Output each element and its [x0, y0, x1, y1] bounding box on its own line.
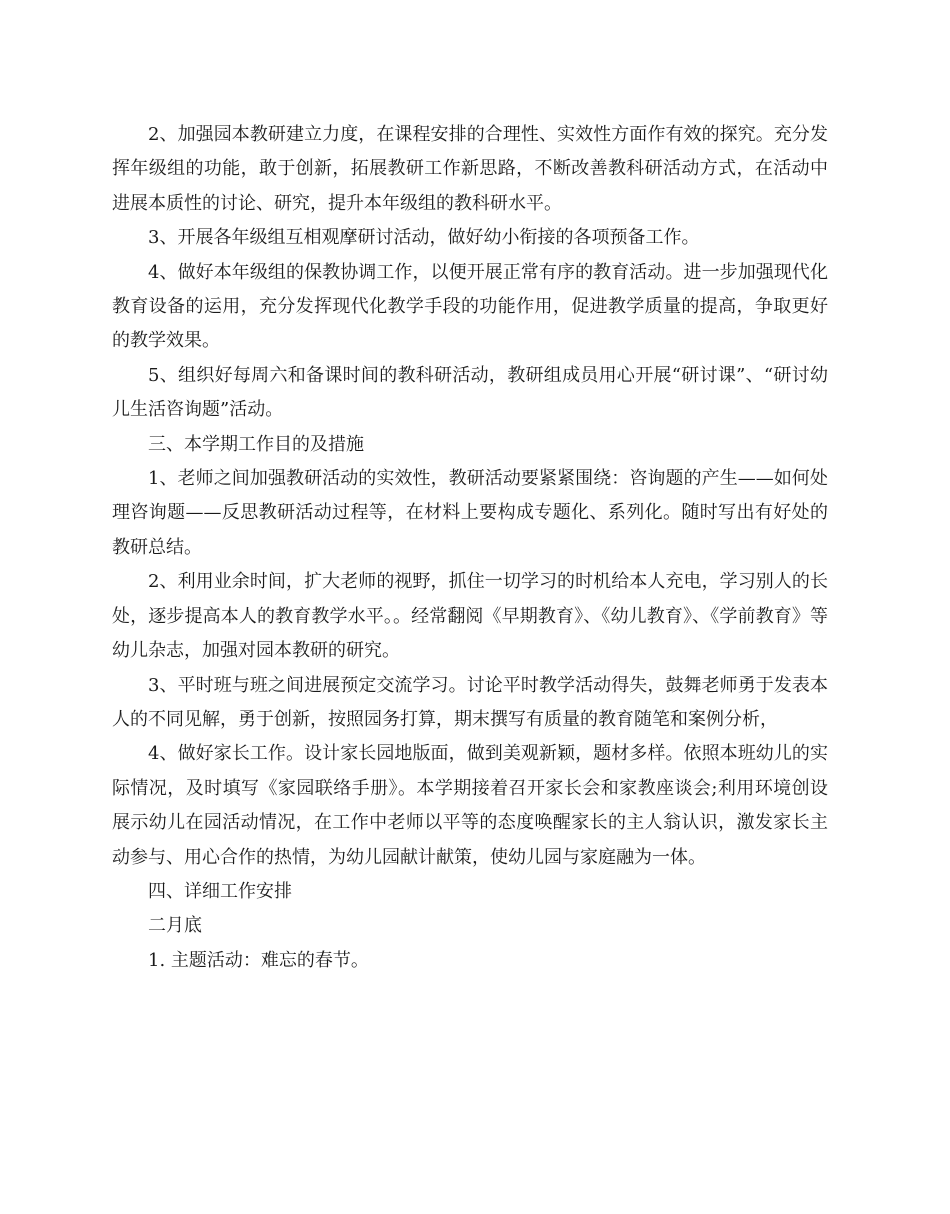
paragraph-grade-observation: 3、开展各年级组互相观摩研讨活动，做好幼小衔接的各项预备工作。	[148, 227, 700, 249]
paragraph-goal-4: 4、做好家长工作。设计家长园地版面，做到美观新颖，题材多样。依照本班幼儿的实际情况，及时填写《家园联络手册》。本学期接着召开家长会和家教座谈会;利用环境创设展示幼儿在园活动情况，在工作中老师以平等的态度唤醒家长的主人翁认识，激发家长主动参与、用心合作的热情，为幼儿园献计献策，使幼儿园与家庭融为一体。	[112, 743, 828, 868]
paragraph-goal-3: 3、平时班与班之间进展预定交流学习。讨论平时教学活动得失，鼓舞老师勇于发表本人的不同见解，勇于创新，按照园务打算，期末撰写有质量的教育随笔和案例分析，	[112, 674, 828, 730]
paragraph-teaching-research: 2、加强园本教研建立力度，在课程安排的合理性、实效性方面作有效的探究。充分发挥年级组的功能，敢于创新，拓展教研工作新思路，不断改善教科研活动方式，在活动中进展本质性的讨论、研究，提升本年级组的教科研水平。	[112, 124, 828, 214]
paragraph-saturday-research: 5、组织好每周六和备课时间的教科研活动，教研组成员用心开展“研讨课”、“研讨幼儿生活咨询题”活动。	[112, 364, 828, 421]
document-body	[112, 118, 828, 978]
section-heading-goals: 三、本学期工作目的及措施	[148, 433, 364, 455]
schedule-item-1: 1. 主题活动：难忘的春节。	[148, 949, 369, 971]
section-heading-schedule: 四、详细工作安排	[148, 880, 292, 902]
schedule-month-label: 二月底	[148, 915, 202, 937]
paragraph-care-coordination: 4、做好本年级组的保教协调工作，以便开展正常有序的教育活动。进一步加强现代化教育设备的运用，充分发挥现代化教学手段的功能作用，促进教学质量的提高，争取更好的教学效果。	[112, 261, 828, 352]
paragraph-goal-1: 1、老师之间加强教研活动的实效性，教研活动要紧紧围绕：咨询题的产生——如何处理咨询题——反思教研活动过程等，在材料上要构成专题化、系列化。随时写出有好处的教研总结。	[112, 468, 828, 558]
paragraph-goal-2: 2、利用业余时间，扩大老师的视野，抓住一切学习的时机给本人充电，学习别人的长处，逐步提高本人的教育教学水平。。经常翻阅《早期教育》、《幼儿教育》、《学前教育》等幼儿杂志，加强对园本教研的研究。	[112, 571, 828, 662]
